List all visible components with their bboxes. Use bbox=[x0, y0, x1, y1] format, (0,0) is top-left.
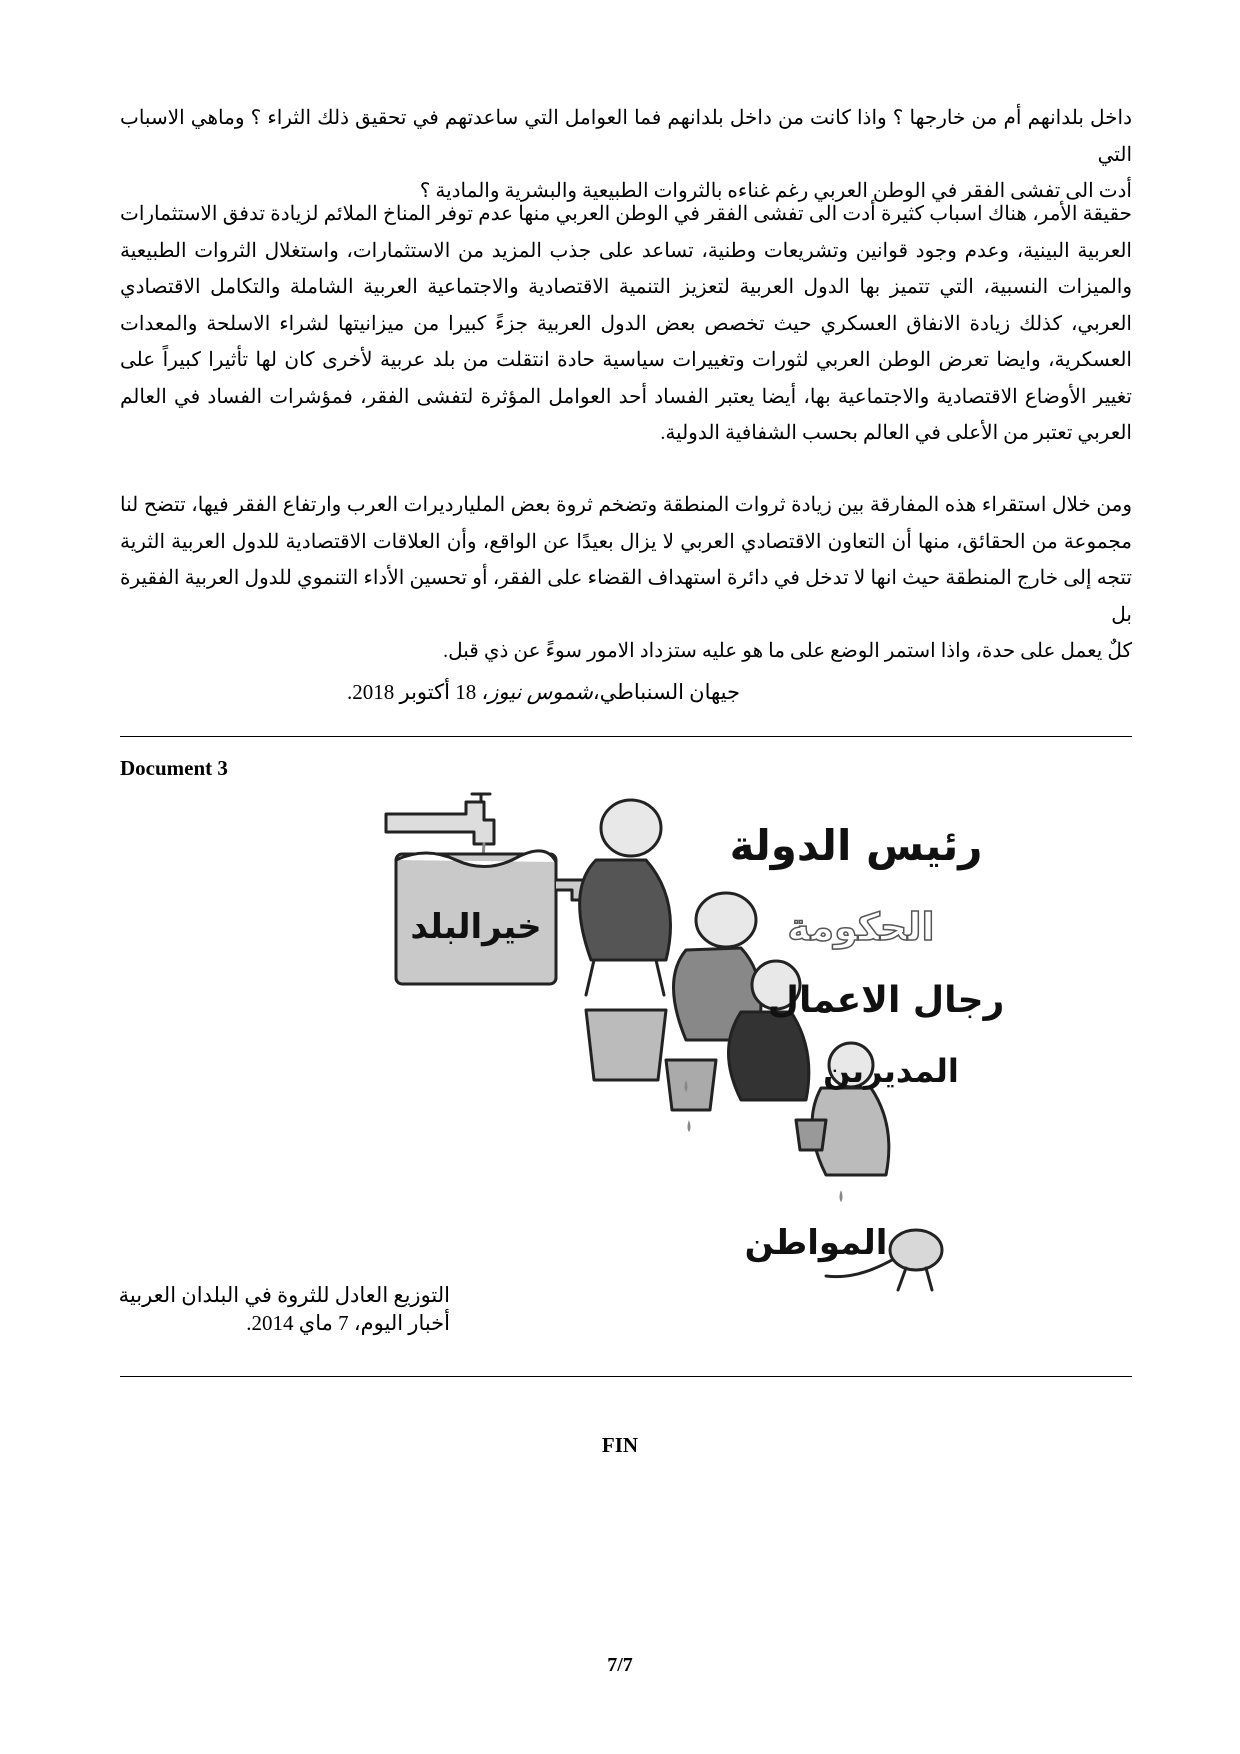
cartoon-image bbox=[386, 780, 1005, 1306]
text-line: والميزات النسبية، التي تتميز بها الدول العربية لتعزيز التنمية الاقتصادية والاجتماعية العربية الشاملة والتكامل الاقتصادي bbox=[120, 276, 1132, 298]
text-line: مجموعة من الحقائق، منها أن التعاون الاقتصادي العربي لا يزال بعيدًا عن الواقع، وأن العلاقات الاقتصادية للدول العربية الثرية bbox=[120, 530, 1132, 553]
paragraph-1 bbox=[120, 100, 1132, 210]
text-line: العسكرية، وايضا تعرض الوطن العربي لثورات وتغييرات سياسية حادة انتقلت من بلد عربية لأخرى كان لها تأثيرا كبيراً على bbox=[120, 349, 1132, 371]
page-number: 7/7 bbox=[607, 1654, 633, 1676]
cartoon-caption-source: أخبار اليوم، 7 ماي 2014. bbox=[246, 1311, 450, 1335]
text-line: العربي، كذلك زيادة الانفاق العسكري حيث تخصص بعض الدول العربية جزءً كبيرا من ميزانيتها لشراء الاسلحة والمعدات bbox=[120, 312, 1132, 335]
text-line: العربية البينية، وعدم وجود قوانين وتشريعات وطنية، تساعد على جذب المزيد من الاستثمارات، واستغلال الثروات الطبيعية bbox=[120, 239, 1132, 262]
cartoon-label-citizen: المواطن bbox=[744, 1223, 888, 1263]
text-line: كلٌ يعمل على حدة، واذا استمر الوضع على ما هو عليه ستزداد الامور سوءً عن ذي قبل. bbox=[443, 640, 1132, 662]
divider bbox=[120, 1376, 1132, 1377]
text-line: أدت الى تفشى الفقر في الوطن العربي رغم غناءه بالثروات الطبيعية والبشرية والمادية ؟ bbox=[419, 180, 1132, 202]
paragraph-3 bbox=[120, 487, 1132, 670]
source-author: جيهان السنباطي، bbox=[592, 680, 740, 704]
cartoon-label-head-of-state: رئيس الدولة bbox=[729, 821, 983, 870]
source-citation bbox=[347, 680, 740, 705]
text-line: تتجه إلى خارج المنطقة حيث انها لا تدخل في دائرة استهداف القضاء على الفقر، أو تحسين الأداء التنموي للدول العربية الفقيرة بل bbox=[120, 567, 1132, 626]
cartoon-label-government: الحكومة bbox=[787, 905, 935, 949]
source-date: ، 18 أكتوبر 2018. bbox=[347, 680, 489, 704]
cartoon-label-managers: المديرين bbox=[823, 1052, 959, 1090]
source-outlet: شموس نيوز bbox=[488, 680, 593, 704]
divider bbox=[120, 736, 1132, 737]
text-line: العربي تعتبر من الأعلى في العالم بحسب الشفافية الدولية. bbox=[660, 422, 1132, 444]
end-marker: FIN bbox=[601, 1433, 639, 1457]
text-line: تغيير الأوضاع الاقتصادية والاجتماعية بها، أيضا يعتبر الفساد أحد العوامل المؤثرة لتفشى الفقر، فمؤشرات الفساد في العالم bbox=[120, 385, 1132, 408]
cartoon-label-businessmen: رجال الاعمال bbox=[767, 980, 1005, 1021]
text-line: حقيقة الأمر، هناك اسباب كثيرة أدت الى تفشى الفقر في الوطن العربي منها عدم توفر المناخ الملائم لزيادة تدفق الاستثمارات bbox=[120, 203, 1132, 225]
text-line: ومن خلال استقراء هذه المفارقة بين زيادة ثروات المنطقة وتضخم ثروة بعض المليارديرات العرب وارتفاع الفقر فيها، تتضح لنا bbox=[120, 494, 1132, 516]
paragraph-2 bbox=[120, 196, 1132, 452]
document-label: Document 3 bbox=[120, 756, 228, 780]
cartoon-caption-title: التوزيع العادل للثروة في البلدان العربية bbox=[118, 1283, 450, 1307]
text-line: داخل بلدانهم أم من خارجها ؟ واذا كانت من داخل بلدانهم فما العوامل التي ساعدتهم في تحقيق ذلك الثراء ؟ وماهي الاسباب التي bbox=[120, 107, 1132, 166]
cartoon-tank-label: خيرالبلد bbox=[410, 907, 542, 947]
